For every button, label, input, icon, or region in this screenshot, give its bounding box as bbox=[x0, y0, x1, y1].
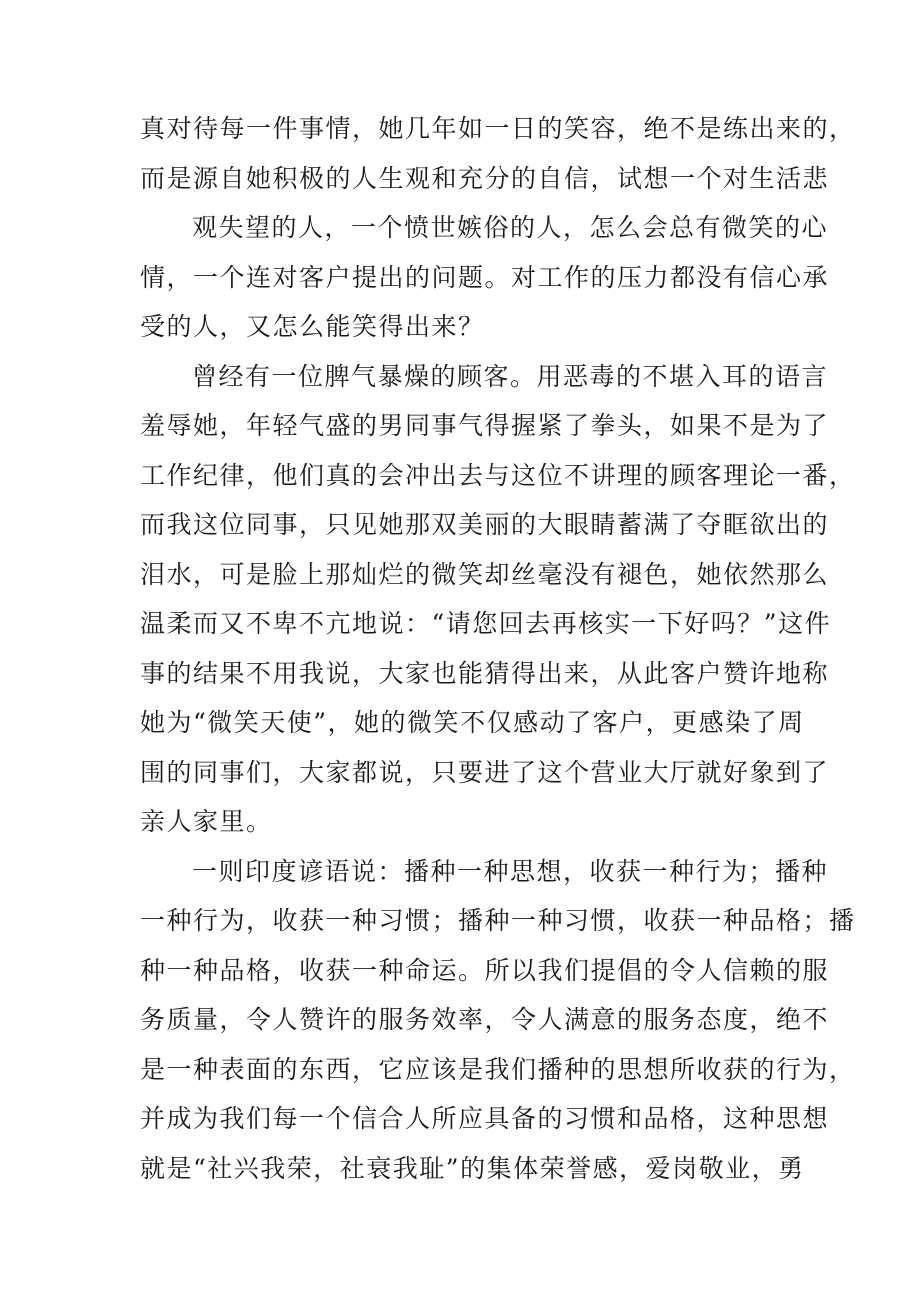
text-line: 观失望的人，一个愤世嫉俗的人，怎么会总有微笑的心 bbox=[192, 213, 829, 242]
text-line: 温柔而又不卑不亢地说：“请您回去再核实一下好吗？”这件 bbox=[140, 609, 832, 638]
text-line: 种一种品格，收获一种命运。所以我们提倡的令人信赖的服 bbox=[140, 955, 830, 985]
text-line: 事的结果不用我说，大家也能猜得出来，从此客户赞许地称 bbox=[140, 658, 830, 688]
text-line: 真对待每一件事情，她几年如一日的笑容，绝不是练出来的， bbox=[140, 114, 856, 143]
text-line: 羞辱她，年轻气盛的男同事气得握紧了拳头，如果不是为了 bbox=[140, 411, 830, 440]
text-line: 一则印度谚语说：播种一种思想，收获一种行为；播种 bbox=[192, 856, 829, 886]
text-line: 务质量，令人赞许的服务效率，令人满意的服务态度，绝不 bbox=[140, 1005, 830, 1034]
text-line: 一种行为，收获一种习惯；播种一种习惯，收获一种品格；播 bbox=[140, 906, 856, 935]
text-line: 工作纪律，他们真的会冲出去与这位不讲理的顾客理论一番， bbox=[140, 460, 856, 490]
text-line: 受的人，又怎么能笑得出来？ bbox=[140, 312, 485, 341]
text-line: 情，一个连对客户提出的问题。对工作的压力都没有信心承 bbox=[140, 262, 830, 292]
text-line: 就是“社兴我荣，社衰我耻”的集体荣誉感，爱岗敬业，勇 bbox=[140, 1153, 805, 1183]
body-text bbox=[140, 104, 856, 1193]
text-line: 泪水，可是脸上那灿烂的微笑却丝毫没有褪色，她依然那么 bbox=[140, 559, 830, 589]
text-line: 曾经有一位脾气暴燥的顾客。用恶毒的不堪入耳的语言 bbox=[192, 361, 829, 391]
text-line: 亲人家里。 bbox=[140, 807, 273, 836]
text-line: 而是源自她积极的人生观和充分的自信，试想一个对生活悲 bbox=[140, 163, 830, 193]
text-line: 她为“微笑天使”，她的微笑不仅感动了客户，更感染了周 bbox=[140, 708, 805, 737]
text-line: 而我这位同事，只见她那双美丽的大眼睛蓄满了夺眶欲出的 bbox=[140, 510, 830, 539]
text-line: 围的同事们，大家都说，只要进了这个营业大厅就好象到了 bbox=[140, 757, 830, 787]
text-line: 并成为我们每一个信合人所应具备的习惯和品格，这种思想 bbox=[140, 1104, 830, 1133]
text-line: 是一种表面的东西，它应该是我们播种的思想所收获的行为， bbox=[140, 1054, 856, 1084]
